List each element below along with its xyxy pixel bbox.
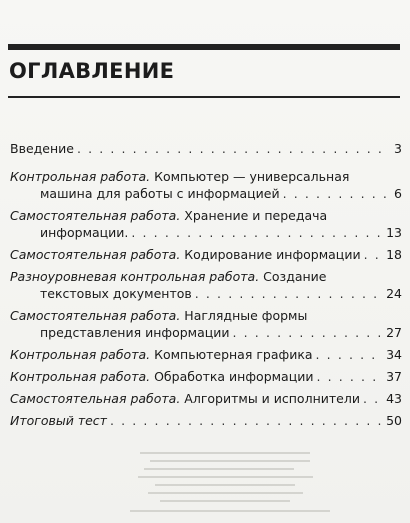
toc-entry-title-continued: текстовых документов (40, 286, 192, 301)
toc-page-number: 37 (386, 369, 402, 384)
toc-entry-type: Итоговый тест (10, 413, 107, 428)
toc-entry-title: Обработка информации (154, 369, 314, 384)
bleed-through-texture (120, 446, 340, 516)
toc-entry-title: Компьютерная графика (154, 347, 313, 362)
dot-leader (364, 246, 384, 263)
top-rule (8, 44, 400, 50)
toc-page-number: 27 (386, 325, 402, 340)
toc-page-number: 43 (386, 391, 402, 406)
toc-page-number: 3 (394, 141, 402, 156)
faint-imprint-bleed-through (120, 446, 340, 519)
toc-entry (10, 412, 402, 429)
dot-leader (363, 390, 383, 407)
dot-leader (195, 285, 383, 302)
toc-entry-type: Самостоятельная работа. (10, 391, 181, 406)
toc-entry-title: Компьютер — универсальная (154, 169, 350, 184)
toc-page-number: 50 (386, 413, 402, 428)
toc-entry-title: Кодирование информации (184, 247, 361, 262)
toc-entry-title: Алгоритмы и исполнители (184, 391, 360, 406)
dot-leader (283, 185, 389, 202)
toc-entry (10, 307, 402, 341)
toc-entry (10, 268, 402, 302)
toc-entry-type: Контрольная работа. (10, 169, 151, 184)
toc-entry-introduction (10, 140, 402, 157)
toc-entry-type: Разноуровневая контрольная работа. (10, 269, 260, 284)
dot-leader (77, 140, 389, 157)
toc-page-number: 34 (386, 347, 402, 362)
toc-page-number: 18 (386, 247, 402, 262)
toc-entry (10, 246, 402, 263)
toc-entry-type: Самостоятельная работа. (10, 308, 181, 323)
dot-leader (233, 324, 384, 341)
toc-entry (10, 346, 402, 363)
toc-entry-title: Хранение и передача (184, 208, 328, 223)
toc-entry-title: Наглядные формы (184, 308, 308, 323)
toc-entry-type: Контрольная работа. (10, 369, 151, 384)
toc-page-number: 24 (386, 286, 402, 301)
toc-entry-title-continued: представления информации (40, 325, 230, 340)
toc-entry-title: Создание (263, 269, 327, 284)
dot-leader (110, 412, 383, 429)
toc-entry (10, 168, 402, 202)
toc-page-number: 13 (386, 225, 402, 240)
dot-leader (316, 346, 384, 363)
toc-entry-title-continued: информации. (40, 225, 129, 240)
title-underline (8, 96, 400, 98)
toc-entry-title-continued: машина для работы с информацией (40, 186, 280, 201)
toc-entry-title: Введение (10, 141, 74, 156)
toc-entry-type: Контрольная работа. (10, 347, 151, 362)
page-title: ОГЛАВЛЕНИЕ (9, 59, 175, 83)
table-of-contents (10, 140, 402, 434)
toc-page-number: 6 (394, 186, 402, 201)
dot-leader (316, 368, 383, 385)
toc-entry-type: Самостоятельная работа. (10, 247, 181, 262)
toc-entry (10, 207, 402, 241)
toc-entry (10, 368, 402, 385)
toc-entry-type: Самостоятельная работа. (10, 208, 181, 223)
toc-entry (10, 390, 402, 407)
dot-leader (131, 224, 383, 241)
